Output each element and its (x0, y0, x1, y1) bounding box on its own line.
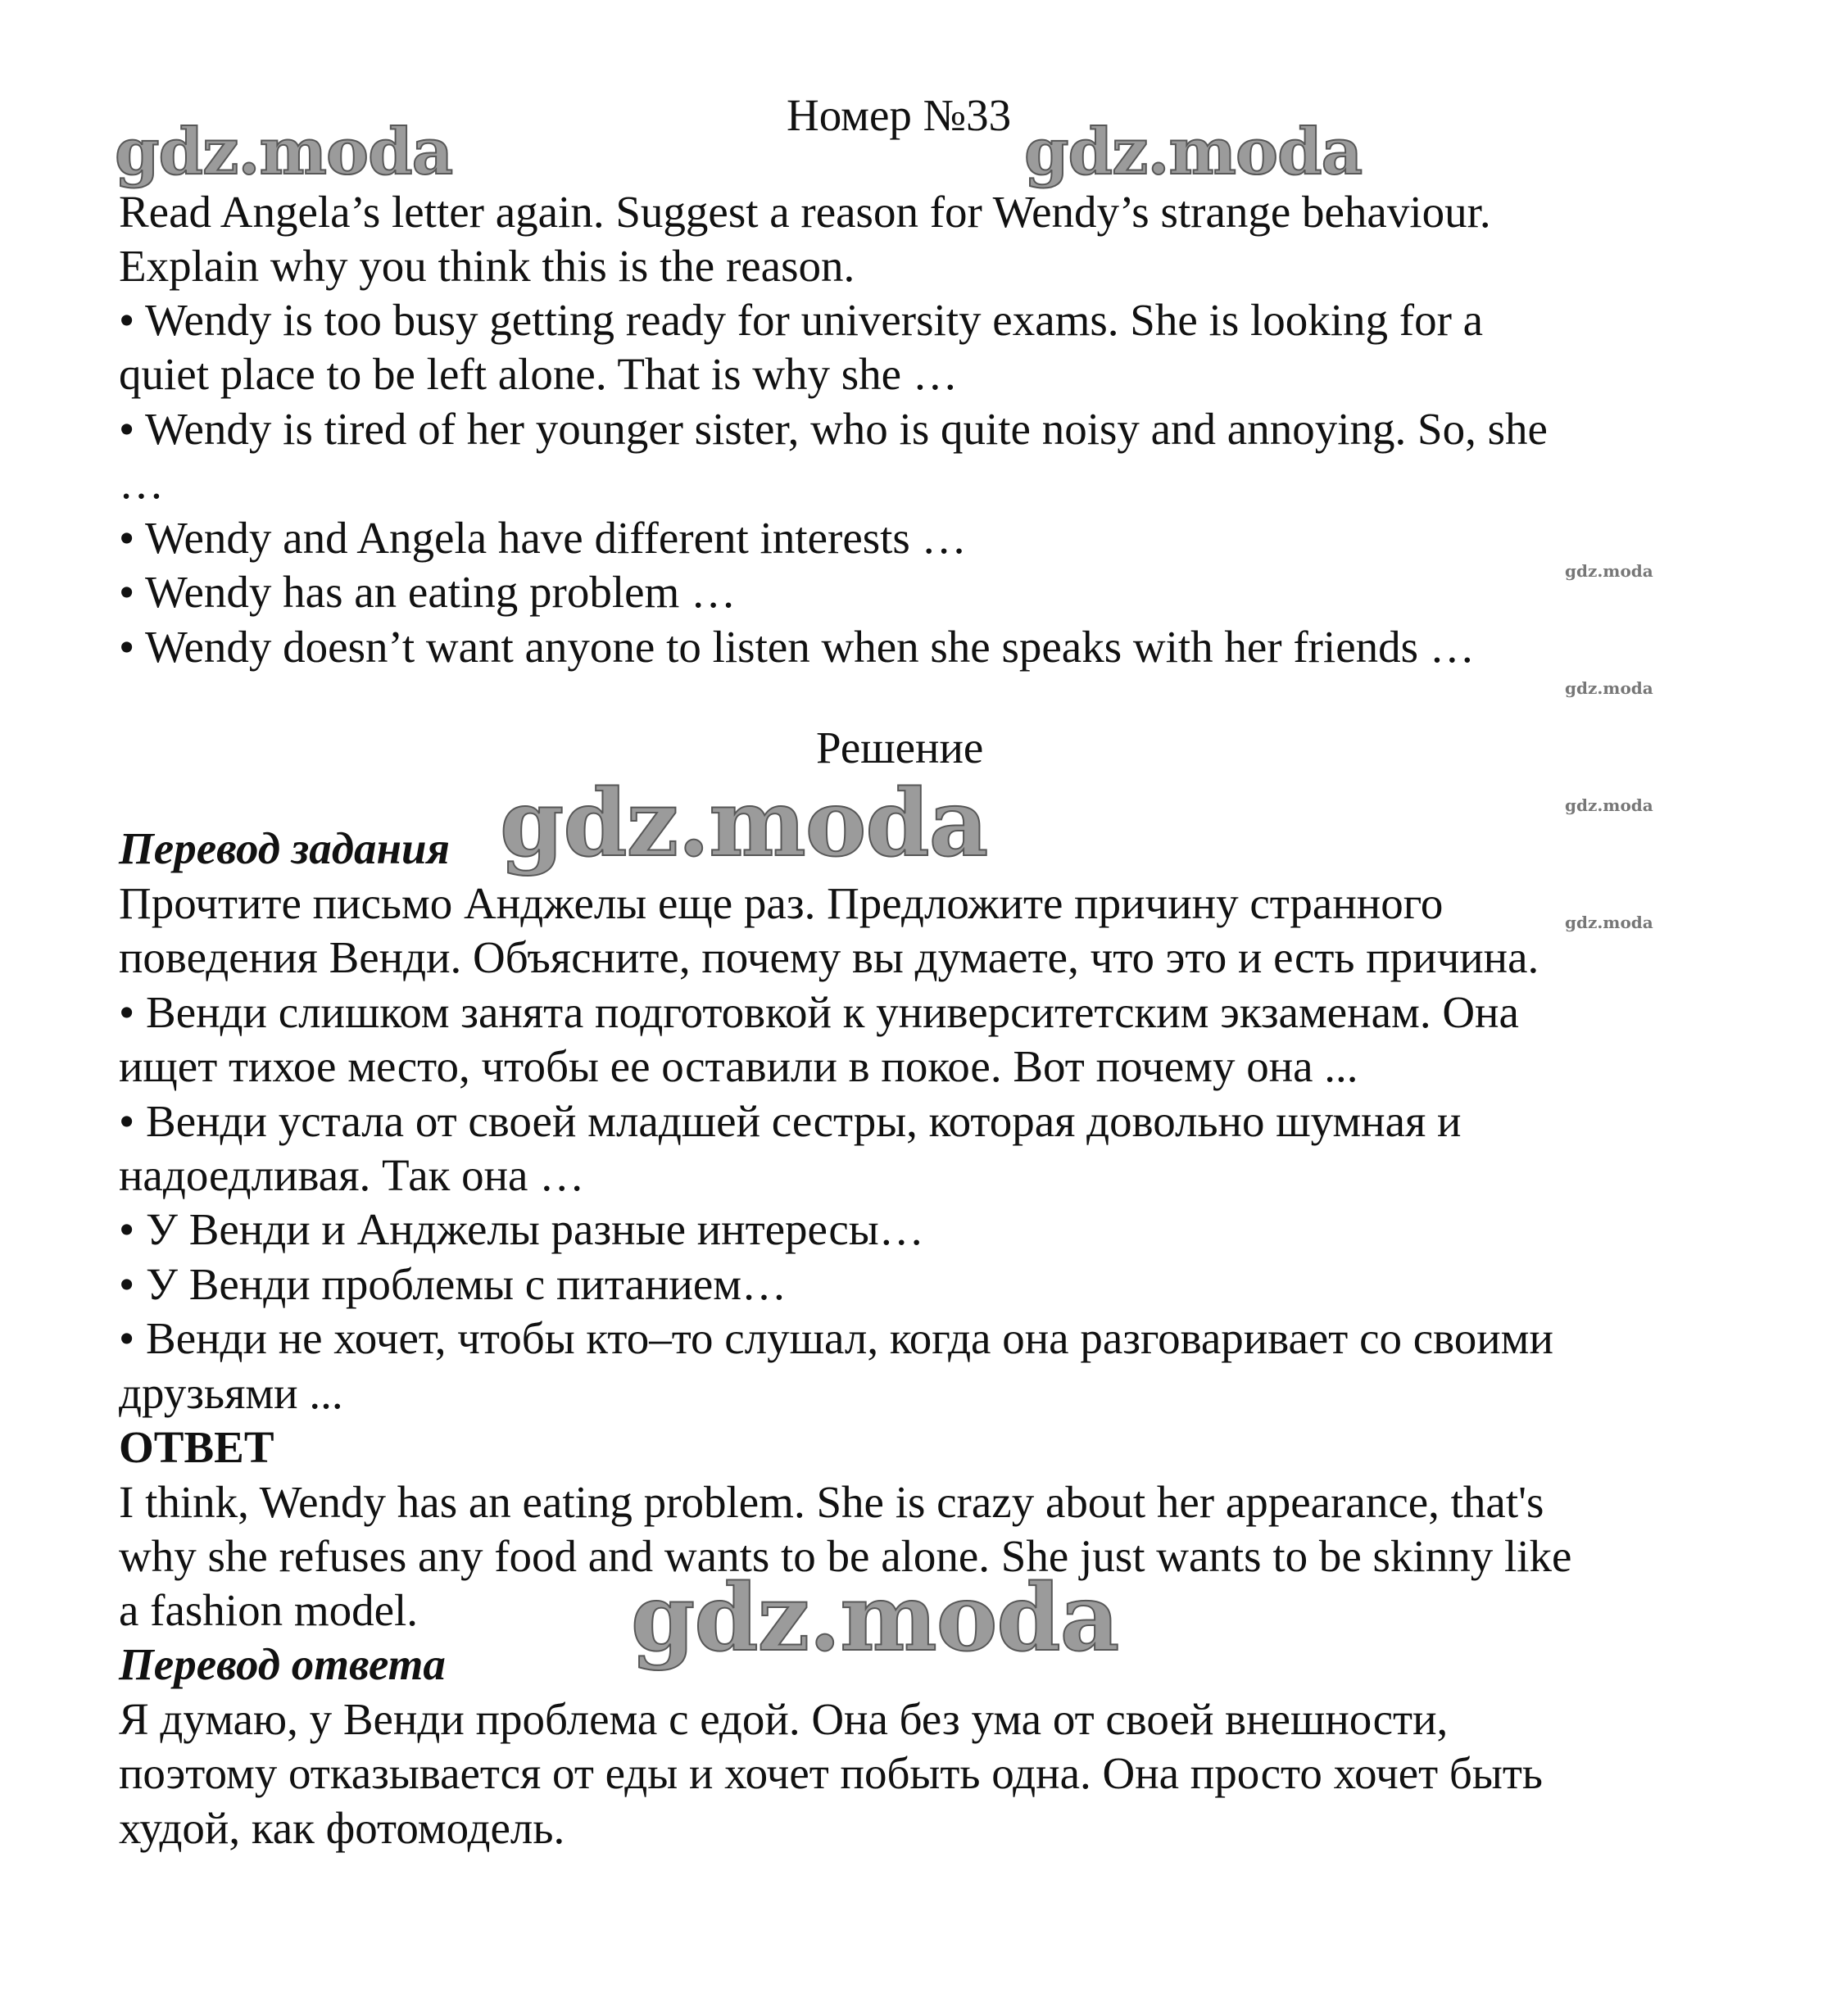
task-bullet-line: quiet place to be left alone. That is why she … (119, 349, 958, 399)
watermark-logo: gdz.moda (115, 115, 453, 189)
task-bullet-line: • Wendy is tired of her younger sister, who is quite noisy and annoying. So, she (119, 404, 1548, 454)
task-translation-line: Прочтите письмо Анджелы еще раз. Предложите причину странного (119, 878, 1444, 928)
answer-heading: ОТВЕТ (119, 1422, 274, 1472)
watermark-small: gdz.moda (1565, 678, 1653, 698)
answer-line: why she refuses any food and wants to be alone. She just wants to be skinny like (119, 1531, 1572, 1581)
watermark-logo: gdz.moda (500, 770, 988, 877)
task-bullet-line: • Wendy is too busy getting ready for university exams. She is looking for a (119, 295, 1484, 345)
answer-line: I think, Wendy has an eating problem. She is crazy about her appearance, that's (119, 1477, 1544, 1527)
task-translation-line: • Венди устала от своей младшей сестры, которая довольно шумная и (119, 1096, 1462, 1146)
page-title: Номер №33 (787, 90, 1012, 140)
answer-translation-line: худой, как фотомодель. (119, 1803, 565, 1853)
task-bullet-line: • Wendy doesn’t want anyone to listen when she speaks with her friends … (119, 622, 1475, 672)
task-bullet-line: • Wendy and Angela have different interests … (119, 513, 967, 563)
task-translation-line: • У Венди и Анджелы разные интересы… (119, 1204, 924, 1254)
watermark-logo: gdz.moda (631, 1565, 1119, 1672)
task-translation-line: поведения Венди. Объясните, почему вы думаете, что это и есть причина. (119, 932, 1539, 982)
task-prompt-line: Explain why you think this is the reason. (119, 241, 855, 291)
task-bullet-line: • Wendy has an eating problem … (119, 567, 737, 617)
task-bullet-line: … (119, 458, 164, 508)
answer-translation-line: поэтому отказывается от еды и хочет побыть одна. Она просто хочет быть (119, 1748, 1543, 1798)
task-translation-line: • У Венди проблемы с питанием… (119, 1259, 787, 1309)
task-prompt-line: Read Angela’s letter again. Suggest a reason for Wendy’s strange behaviour. (119, 187, 1491, 237)
answer-line: a fashion model. (119, 1585, 419, 1635)
task-translation-heading: Перевод задания (119, 823, 450, 873)
watermark-small: gdz.moda (1565, 913, 1653, 932)
task-translation-line: • Венди слишком занята подготовкой к университетским экзаменам. Она (119, 987, 1519, 1037)
task-translation-line: ищет тихое место, чтобы ее оставили в покое. Вот почему она ... (119, 1041, 1358, 1091)
answer-translation-line: Я думаю, у Венди проблема с едой. Она без ума от своей внешности, (119, 1694, 1449, 1744)
solution-heading: Решение (816, 723, 984, 772)
watermark-small: gdz.moda (1565, 795, 1653, 815)
task-translation-line: надоедливая. Так она … (119, 1150, 585, 1200)
watermark-logo: gdz.moda (1024, 115, 1363, 189)
task-translation-line: • Венди не хочет, чтобы кто–то слушал, когда она разговаривает со своими (119, 1313, 1553, 1363)
task-translation-line: друзьями ... (119, 1368, 343, 1418)
answer-translation-heading: Перевод ответа (119, 1639, 446, 1689)
watermark-small: gdz.moda (1565, 561, 1653, 581)
